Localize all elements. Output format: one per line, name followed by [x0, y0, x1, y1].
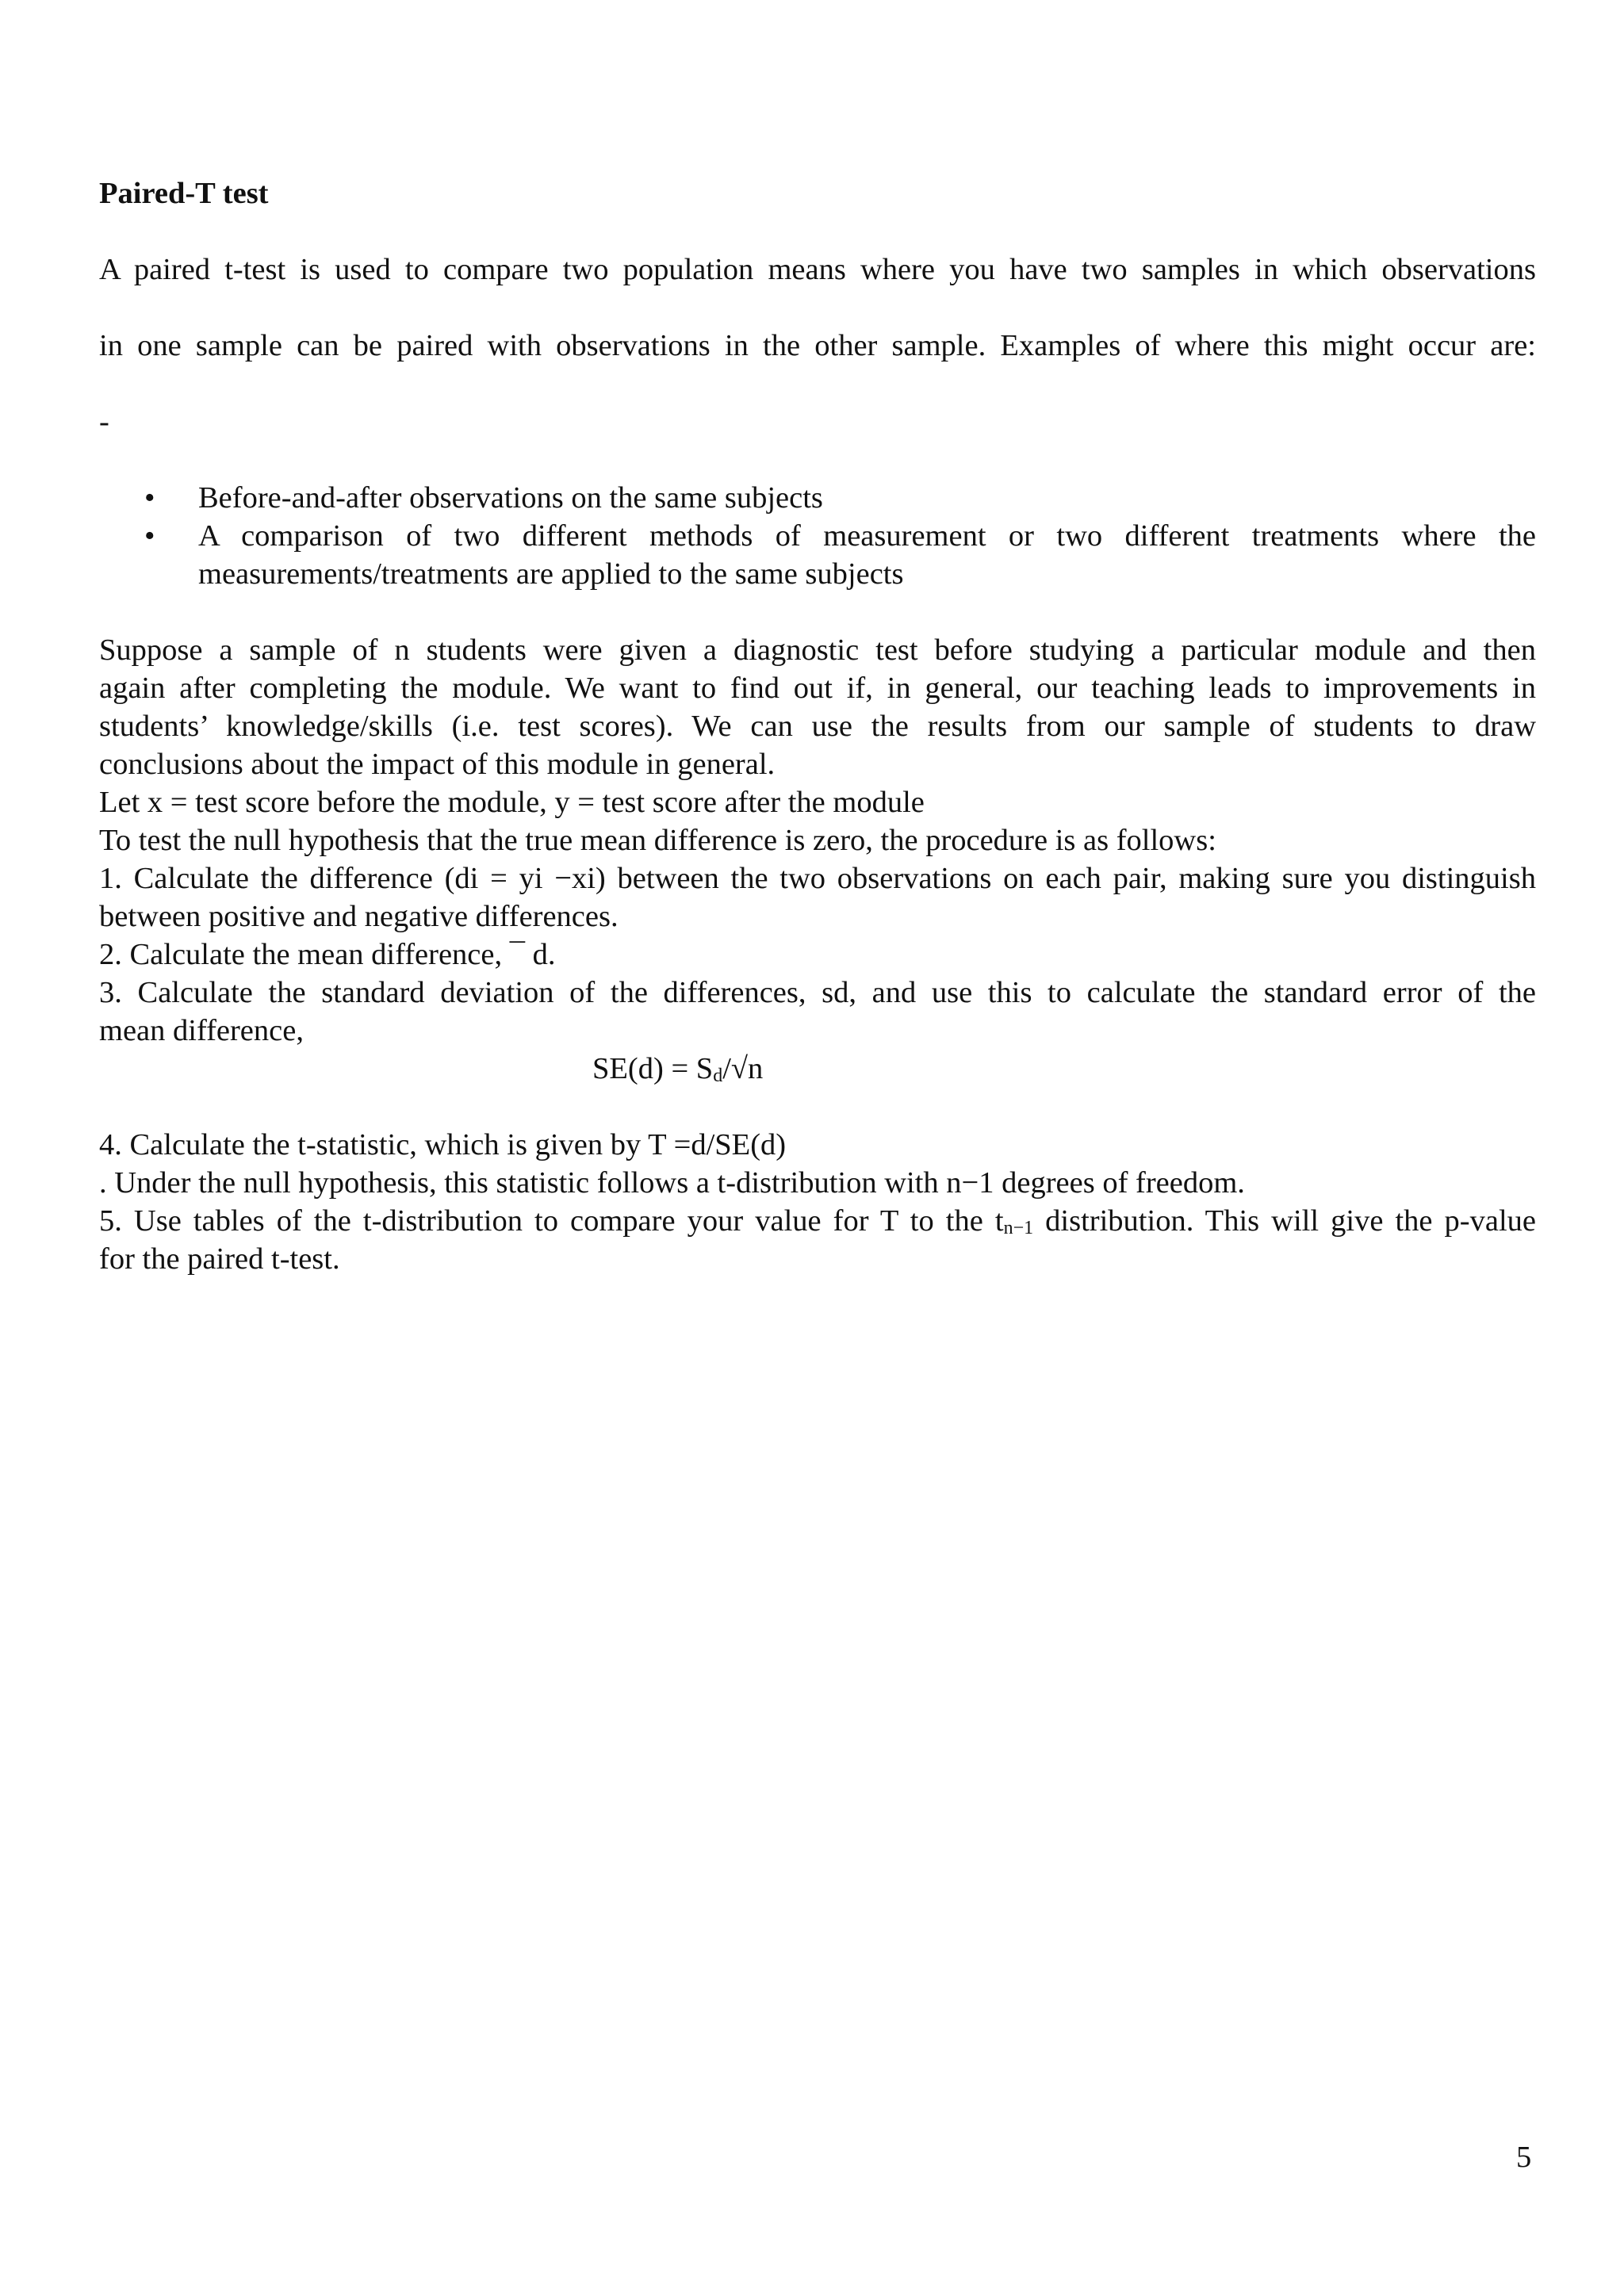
list-item-text: A comparison of two different methods of measurement or two different treatments where the — [198, 519, 1536, 553]
page-number: 5 — [1516, 2141, 1532, 2174]
step-4-continued: . Under the null hypothesis, this statistic follows a t-distribution with n−1 degrees of freedom. — [99, 1166, 1245, 1200]
step-5-line-1 — [99, 1202, 1536, 1240]
step-3-line-2: mean difference, — [99, 1014, 304, 1047]
step-2: 2. Calculate the mean difference, ¯ d. — [99, 938, 556, 971]
paragraph-line: again after completing the module. We want to find out if, in general, our teaching leads to improvements in — [99, 672, 1536, 705]
examples-list — [99, 479, 1536, 593]
step-1-line-1: 1. Calculate the difference (di = yi −xi) between the two observations on each pair, making sure you distinguish — [99, 862, 1536, 895]
step-1-line-2: between positive and negative differences. — [99, 900, 619, 933]
list-item — [99, 517, 1536, 593]
formula-lhs: SE(d) = S — [592, 1052, 714, 1085]
step-5-text: 5. Use tables of the t-distribution to compare your value for T to the t — [99, 1204, 1004, 1238]
definition-line: Let x = test score before the module, y = test score after the module — [99, 786, 925, 819]
intro-line-1: A paired t-test is used to compare two population means where you have two samples in which observations — [99, 253, 1536, 286]
formula-subscript: d — [713, 1066, 723, 1086]
step-3-line-1: 3. Calculate the standard deviation of the differences, sd, and use this to calculate the standard error of the — [99, 976, 1536, 1009]
paragraph-line: Suppose a sample of n students were given a diagnostic test before studying a particular module and then — [99, 633, 1536, 667]
bullet-marker: • — [144, 481, 155, 515]
step-5-line-2: for the paired t-test. — [99, 1242, 340, 1276]
step-5-text-end: distribution. This will give the p-value — [1033, 1204, 1536, 1238]
list-item-text: Before-and-after observations on the same subjects — [198, 481, 823, 515]
list-item — [99, 479, 1536, 517]
procedure-intro: To test the null hypothesis that the true mean difference is zero, the procedure is as follows: — [99, 824, 1216, 857]
bullet-marker: • — [144, 519, 155, 553]
section-heading: Paired-T test — [99, 177, 269, 210]
body-text — [99, 631, 1536, 1050]
standard-error-formula — [592, 1050, 763, 1088]
intro-line-2: in one sample can be paired with observations in the other sample. Examples of where this might occur are: — [99, 329, 1536, 362]
paragraph-line: conclusions about the impact of this module in general. — [99, 748, 776, 781]
body-text-continued — [99, 1126, 1536, 1278]
step-5-subscript: n−1 — [1003, 1218, 1034, 1238]
formula-rhs: /√n — [722, 1052, 764, 1085]
intro-dash: - — [99, 405, 109, 438]
list-item-text: measurements/treatments are applied to the same subjects — [198, 557, 904, 591]
step-4: 4. Calculate the t-statistic, which is given by T =d/SE(d) — [99, 1128, 787, 1161]
paragraph-line: students’ knowledge/skills (i.e. test scores). We can use the results from our sample of students to draw — [99, 710, 1536, 743]
